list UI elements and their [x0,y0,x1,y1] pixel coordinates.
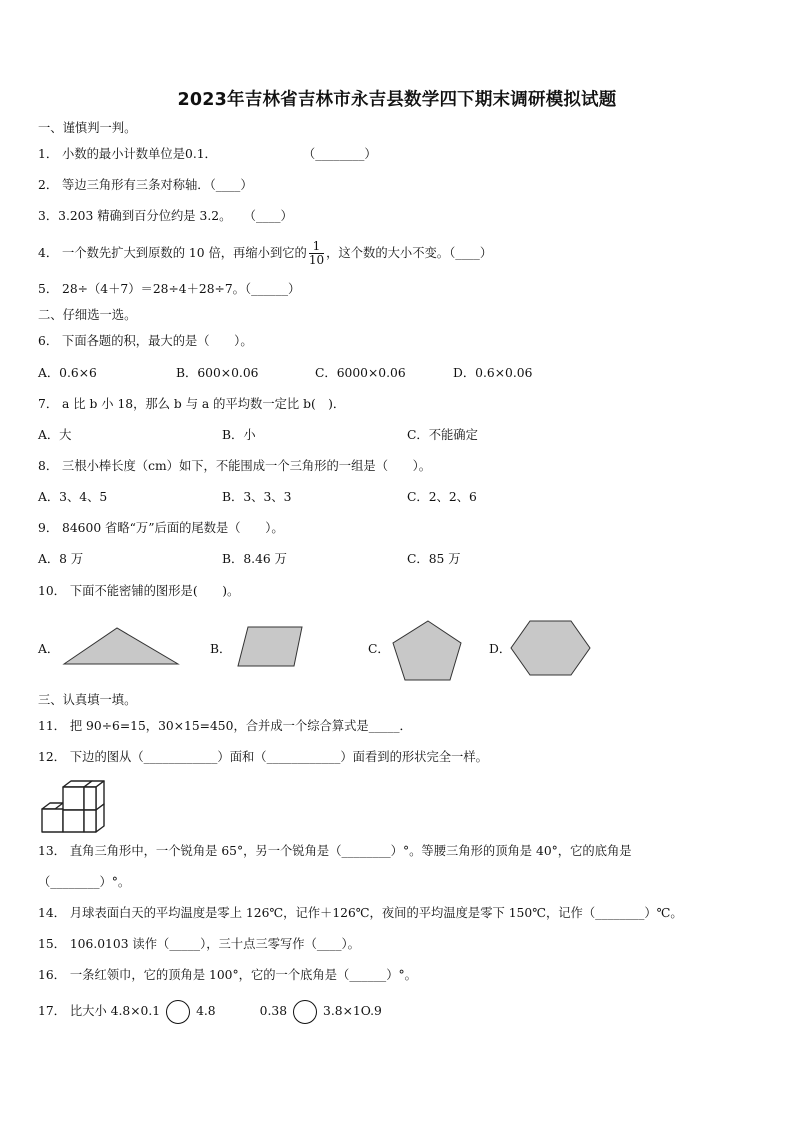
question-8: 8． 三根小棒长度（cm）如下，不能围成一个三角形的一组是（ ）。 [38,459,432,473]
q8-option-b: B．3、3、3 [222,490,292,504]
question-15: 15． 106.0103 读作（_____），三十点三零写作（____）。 [38,937,360,951]
question-5: 5． 28÷（4＋7）＝28÷4＋28÷7。（______） [38,282,301,296]
question-9: 9． 84600 省略“万”后面的尾数是（ ）。 [38,521,284,535]
q10-option-c: C． [368,642,390,656]
q9-option-b: B．8.46 万 [222,552,287,566]
question-12: 12． 下边的图从（____________）面和（____________）面看到的形状完全一样。 [38,750,488,764]
q17-label: 17． 比大小 4.8×0.1 [38,1004,161,1018]
question-1: 1． 小数的最小计数单位是0.1． （________） [38,147,377,161]
q17-value-c: 3.8×1O.9 [323,1004,382,1018]
compare-circle-2[interactable] [293,1000,317,1024]
question-17 [38,997,382,1025]
question-3: 3．3.203 精确到百分位约是 3.2。 （____） [38,209,293,223]
q7-option-a: A．大 [38,428,72,442]
q8-option-c: C．2、2、6 [407,490,477,504]
section-heading-choose: 二、仔细选一选。 [38,308,137,322]
question-6: 6． 下面各题的积，最大的是（ ）。 [38,334,253,348]
section-heading-fill: 三、认真填一填。 [38,693,137,707]
q6-option-a: A．0.6×6 [38,366,97,380]
section-heading-judge: 一、谨慎判一判。 [38,121,137,135]
q6-option-c: C．6000×0.06 [315,366,406,380]
q7-option-b: B．小 [222,428,256,442]
q6-option-d: D．0.6×0.06 [453,366,533,380]
fraction-numerator: 1 [309,240,324,254]
page-title: 2023年吉林省吉林市永吉县数学四下期末调研模拟试题 [177,90,617,110]
question-14: 14． 月球表面白天的平均温度是零上 126℃，记作＋126℃，夜间的平均温度是零下 150℃，记作（________）℃。 [38,906,683,920]
q10-option-a: A． [38,642,60,656]
question-4-after: ，这个数的大小不变。（____） [326,246,493,260]
question-11: 11． 把 90÷6=15，30×15=450，合并成一个综合算式是_____． [38,719,412,733]
question-4-before: 4． 一个数先扩大到原数的 10 倍，再缩小到它的 [38,246,307,260]
q9-option-a: A．8 万 [38,552,84,566]
fraction-denominator: 10 [308,253,325,267]
q17-value-a: 4.8 [196,1004,216,1018]
q7-option-c: C．不能确定 [407,428,478,442]
question-10: 10． 下面不能密铺的图形是( )。 [38,584,240,598]
q10-option-b: B． [210,642,232,656]
q10-option-d: D． [489,642,512,656]
question-7: 7． a 比 b 小 18，那么 b 与 a 的平均数一定比 b( )． [38,397,346,411]
question-13-line-1: 13． 直角三角形中，一个锐角是 65°，另一个锐角是（________）°。等腰三角形的顶角是 40°，它的底角是 [38,844,632,858]
q6-option-b: B．600×0.06 [176,366,259,380]
q9-option-c: C．85 万 [407,552,461,566]
compare-circle-1[interactable] [166,1000,190,1024]
q8-option-a: A．3、4、5 [38,490,108,504]
q17-value-b: 0.38 [259,1004,288,1018]
question-2: 2． 等边三角形有三条对称轴．（____） [38,178,253,192]
question-13-line-2: （________）°。 [38,875,131,889]
question-16: 16． 一条红领巾，它的顶角是 100°，它的一个底角是（______）°。 [38,968,417,982]
